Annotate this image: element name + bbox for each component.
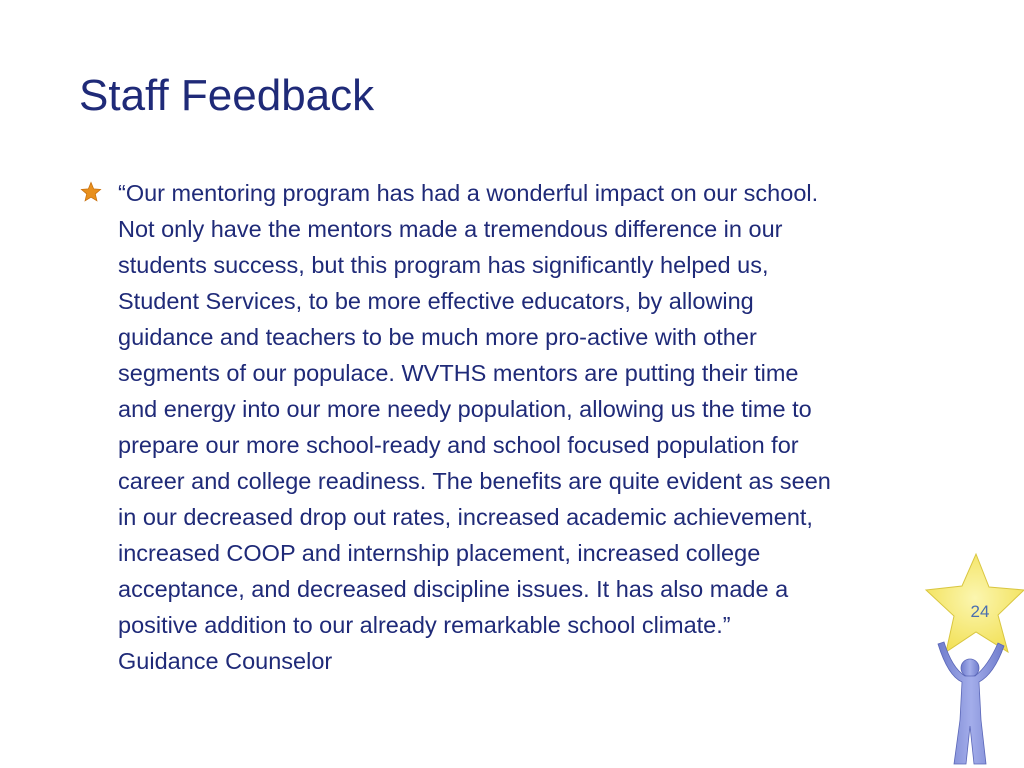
quote-line: guidance and teachers to be much more pro-active with other (118, 324, 757, 350)
attribution: Guidance Counselor (118, 648, 333, 674)
quote-line: acceptance, and decreased discipline issues. It has also made a (118, 576, 789, 602)
quote-line: increased COOP and internship placement, increased college (118, 540, 761, 566)
slide-number: 24 (970, 602, 990, 621)
star-person-icon (918, 552, 1024, 768)
quote-line: students success, but this program has significantly helped us, (118, 252, 769, 278)
slide-title: Staff Feedback (79, 71, 375, 120)
quote-line: segments of our populace. WVTHS mentors are putting their time (118, 360, 799, 386)
quote-line: Student Services, to be more effective educators, by allowing (118, 288, 754, 314)
star-bullet-icon (80, 181, 102, 203)
quote-line: career and college readiness. The benefits are quite evident as seen (118, 468, 831, 494)
quote-paragraph (118, 175, 978, 679)
quote-line: in our decreased drop out rates, increased academic achievement, (118, 504, 813, 530)
quote-line: positive addition to our already remarkable school climate.” (118, 612, 731, 638)
quote-line: Not only have the mentors made a tremendous difference in our (118, 216, 783, 242)
quote-line: and energy into our more needy population, allowing us the time to (118, 396, 812, 422)
quote-line: prepare our more school-ready and school focused population for (118, 432, 799, 458)
quote-line: “Our mentoring program has had a wonderful impact on our school. (118, 180, 819, 206)
